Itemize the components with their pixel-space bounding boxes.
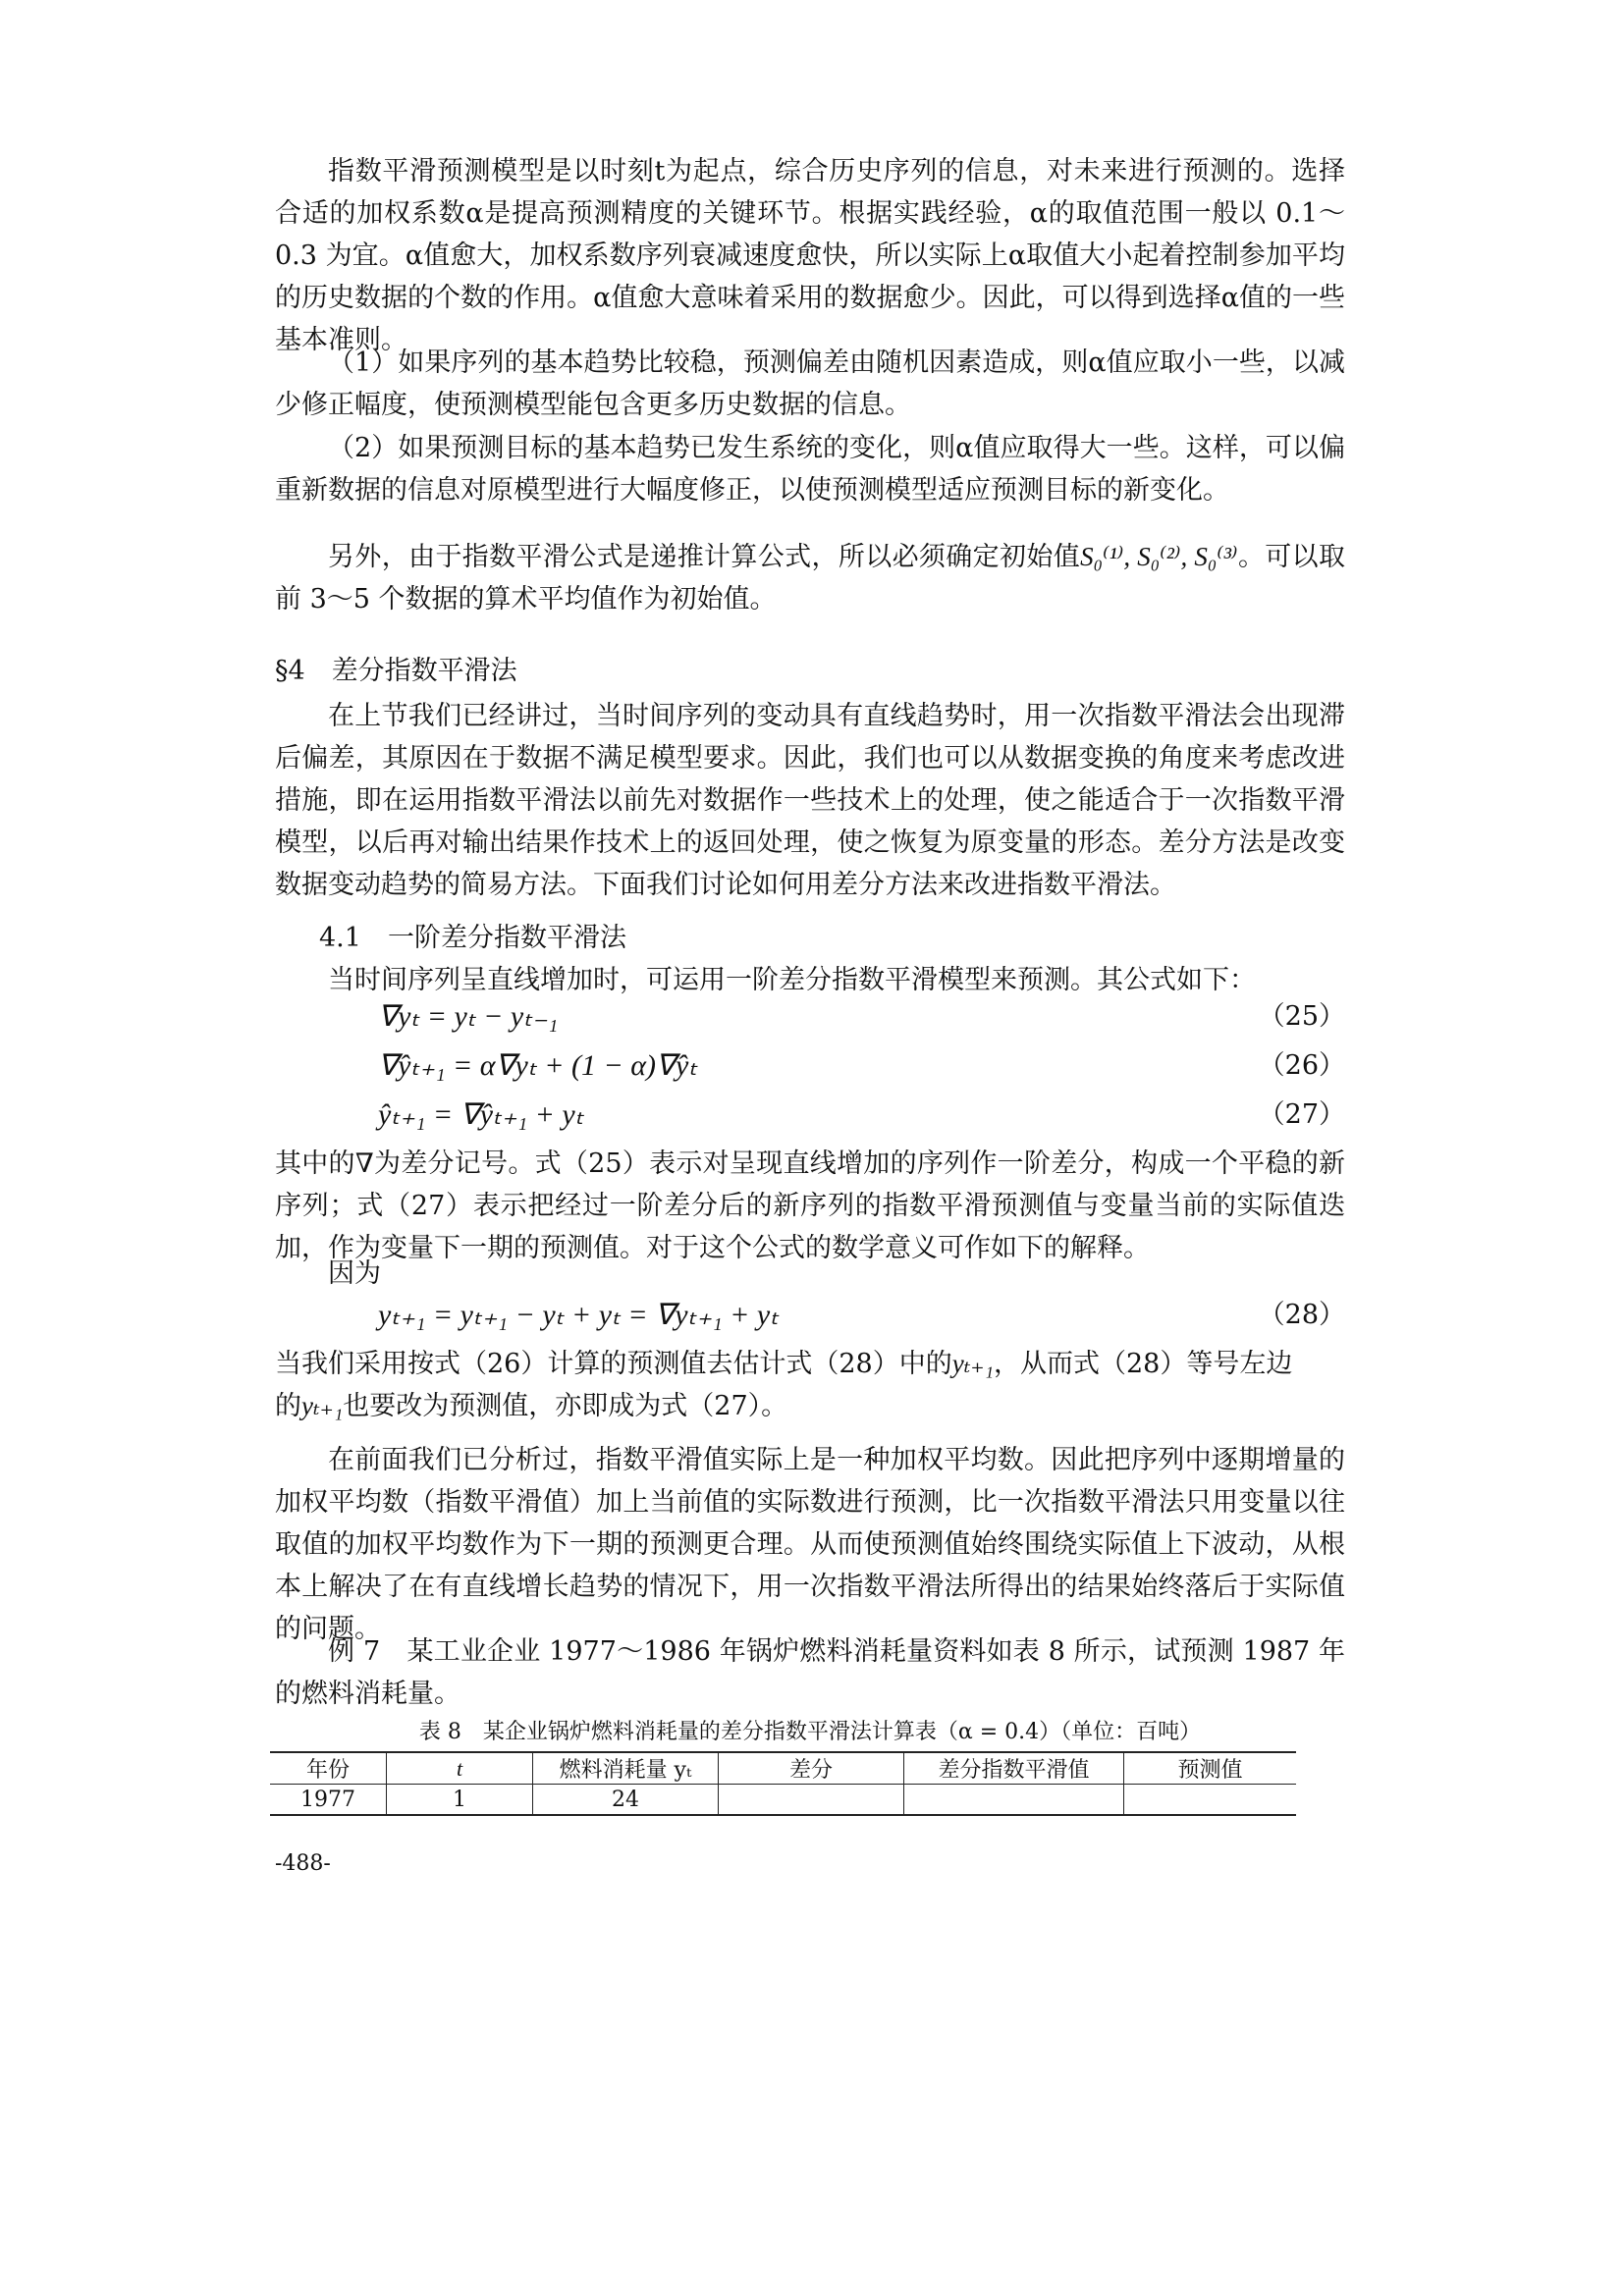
paragraph-weighted-average: 在前面我们已分析过，指数平滑值实际上是一种加权平均数。因此把序列中逐期增量的加权平均数（指数平滑值）加上当前值的实际数进行预测，比一次指数平滑法只用变量以往取值的加权平均数作为下一期的预测更合理。从而使预测值始终围绕实际值上下波动，从根本上解决了在有直线增长趋势的情况下，用一次指数平滑法所得出的结果始终落后于实际值的问题。 xyxy=(275,1445,1345,1644)
subsection-title: 4.1 一阶差分指数平滑法 xyxy=(319,923,626,953)
estimate-text-b: ，从而式（28）等号左边 xyxy=(994,1349,1293,1379)
table-cell xyxy=(904,1785,1124,1816)
column-header-consumption: 燃料消耗量 yₜ xyxy=(533,1752,719,1785)
paragraph-rule-1: （1）如果序列的基本趋势比较稳，预测偏差由随机因素造成，则α值应取小一些，以减少修正幅度，使预测模型能包含更多历史数据的信息。 xyxy=(275,347,1345,420)
estimate-text-c: 的 xyxy=(275,1391,301,1421)
equation-26: ∇ŷₜ₊₁ = α∇yₜ + (1 − α)∇ŷₜ xyxy=(378,1049,698,1082)
equation-27-number: （27） xyxy=(1258,1099,1345,1130)
paragraph-because: 因为 xyxy=(328,1258,381,1289)
column-header-t: t xyxy=(387,1752,533,1785)
estimate-text-a: 当我们采用按式（26）计算的预测值去估计式（28）中的 xyxy=(275,1349,952,1379)
paragraph-formula-intro: 当时间序列呈直线增加时，可运用一阶差分指数平滑模型来预测。其公式如下： xyxy=(328,965,1256,995)
table-row xyxy=(270,1785,1296,1816)
section-title: §4 差分指数平滑法 xyxy=(275,656,517,686)
column-header-difference: 差分 xyxy=(719,1752,904,1785)
paragraph-rule-2: （2）如果预测目标的基本趋势已发生系统的变化，则α值应取得大一些。这样，可以偏重新数据的信息对原模型进行大幅度修正，以使预测模型适应预测目标的新变化。 xyxy=(275,433,1345,506)
initial-values-formula: S₀⁽¹⁾, S₀⁽²⁾, S₀⁽³⁾ xyxy=(1080,542,1238,571)
paragraph-alpha-selection: 指数平滑预测模型是以时刻t为起点，综合历史序列的信息，对未来进行预测的。选择合适的加权系数α是提高预测精度的关键环节。根据实践经验，α的取值范围一般以 0.1～0.3 为宜。α值愈大，加权系数序列衰减速度愈快，所以实际上α取值大小起着控制参加平均的历史数据的个数的作用。α值愈大意味着采用的数据愈少。因此，可以得到选择α值的一些基本准则。 xyxy=(275,156,1345,355)
table-cell xyxy=(719,1785,904,1816)
column-header-smoothed: 差分指数平滑值 xyxy=(904,1752,1124,1785)
equation-26-number: （26） xyxy=(1258,1050,1345,1081)
table-cell: 24 xyxy=(533,1785,719,1816)
paragraph-difference-intro: 在上节我们已经讲过，当时间序列的变动具有直线趋势时，用一次指数平滑法会出现滞后偏差，其原因在于数据不满足模型要求。因此，我们也可以从数据变换的角度来考虑改进措施，即在运用指数平滑法以前先对数据作一些技术上的处理，使之能适合于一次指数平滑模型，以后再对输出结果作技术上的返回处理，使之恢复为原变量的形态。差分方法是改变数据变动趋势的简易方法。下面我们讨论如何用差分方法来改进指数平滑法。 xyxy=(275,701,1345,900)
paragraph-example-7: 例 7 某工业企业 1977～1986 年锅炉燃料消耗量资料如表 8 所示，试预测 1987 年的燃料消耗量。 xyxy=(275,1636,1345,1709)
page-number: -488- xyxy=(275,1851,331,1876)
table-cell: 1977 xyxy=(300,1787,355,1812)
estimate-variable-2: yₜ₊₁ xyxy=(301,1391,344,1420)
estimate-variable: yₜ₊₁ xyxy=(951,1349,994,1378)
equation-28: yₜ₊₁ = yₜ₊₁ − yₜ + yₜ = ∇yₜ₊₁ + yₜ xyxy=(378,1299,780,1331)
table-cell: 1 xyxy=(387,1785,533,1816)
paragraph-formula-explanation: 其中的∇为差分记号。式（25）表示对呈现直线增加的序列作一阶差分，构成一个平稳的新序列；式（27）表示把经过一阶差分后的新序列的指数平滑预测值与变量当前的实际值迭加，作为变量下一期的预测值。对于这个公式的数学意义可作如下的解释。 xyxy=(275,1148,1345,1263)
data-table xyxy=(270,1751,1296,1816)
column-header-year: 年份 xyxy=(305,1758,350,1783)
estimate-text-d: 也要改为预测值，亦即成为式（27）。 xyxy=(343,1391,788,1421)
equation-25: ∇yₜ = yₜ − yₜ₋₁ xyxy=(378,1000,559,1033)
column-header-forecast: 预测值 xyxy=(1124,1752,1297,1785)
table-cell xyxy=(1124,1785,1297,1816)
equation-25-number: （25） xyxy=(1258,1001,1345,1032)
equation-28-number: （28） xyxy=(1258,1300,1345,1330)
initial-values-text-b: 。可以取前 3～5 个数据的算术平均值作为初始值。 xyxy=(275,542,1346,614)
paragraph-estimate xyxy=(275,1343,1345,1427)
table-caption: 表 8 某企业锅炉燃料消耗量的差分指数平滑法计算表（α = 0.4）（单位：百吨） xyxy=(418,1720,1202,1744)
paragraph-initial-values xyxy=(275,536,1345,620)
equation-27: ŷₜ₊₁ = ∇ŷₜ₊₁ + yₜ xyxy=(378,1098,584,1131)
initial-values-text-a: 另外，由于指数平滑公式是递推计算公式，所以必须确定初始值 xyxy=(328,542,1081,572)
table-header-row xyxy=(270,1752,1296,1785)
